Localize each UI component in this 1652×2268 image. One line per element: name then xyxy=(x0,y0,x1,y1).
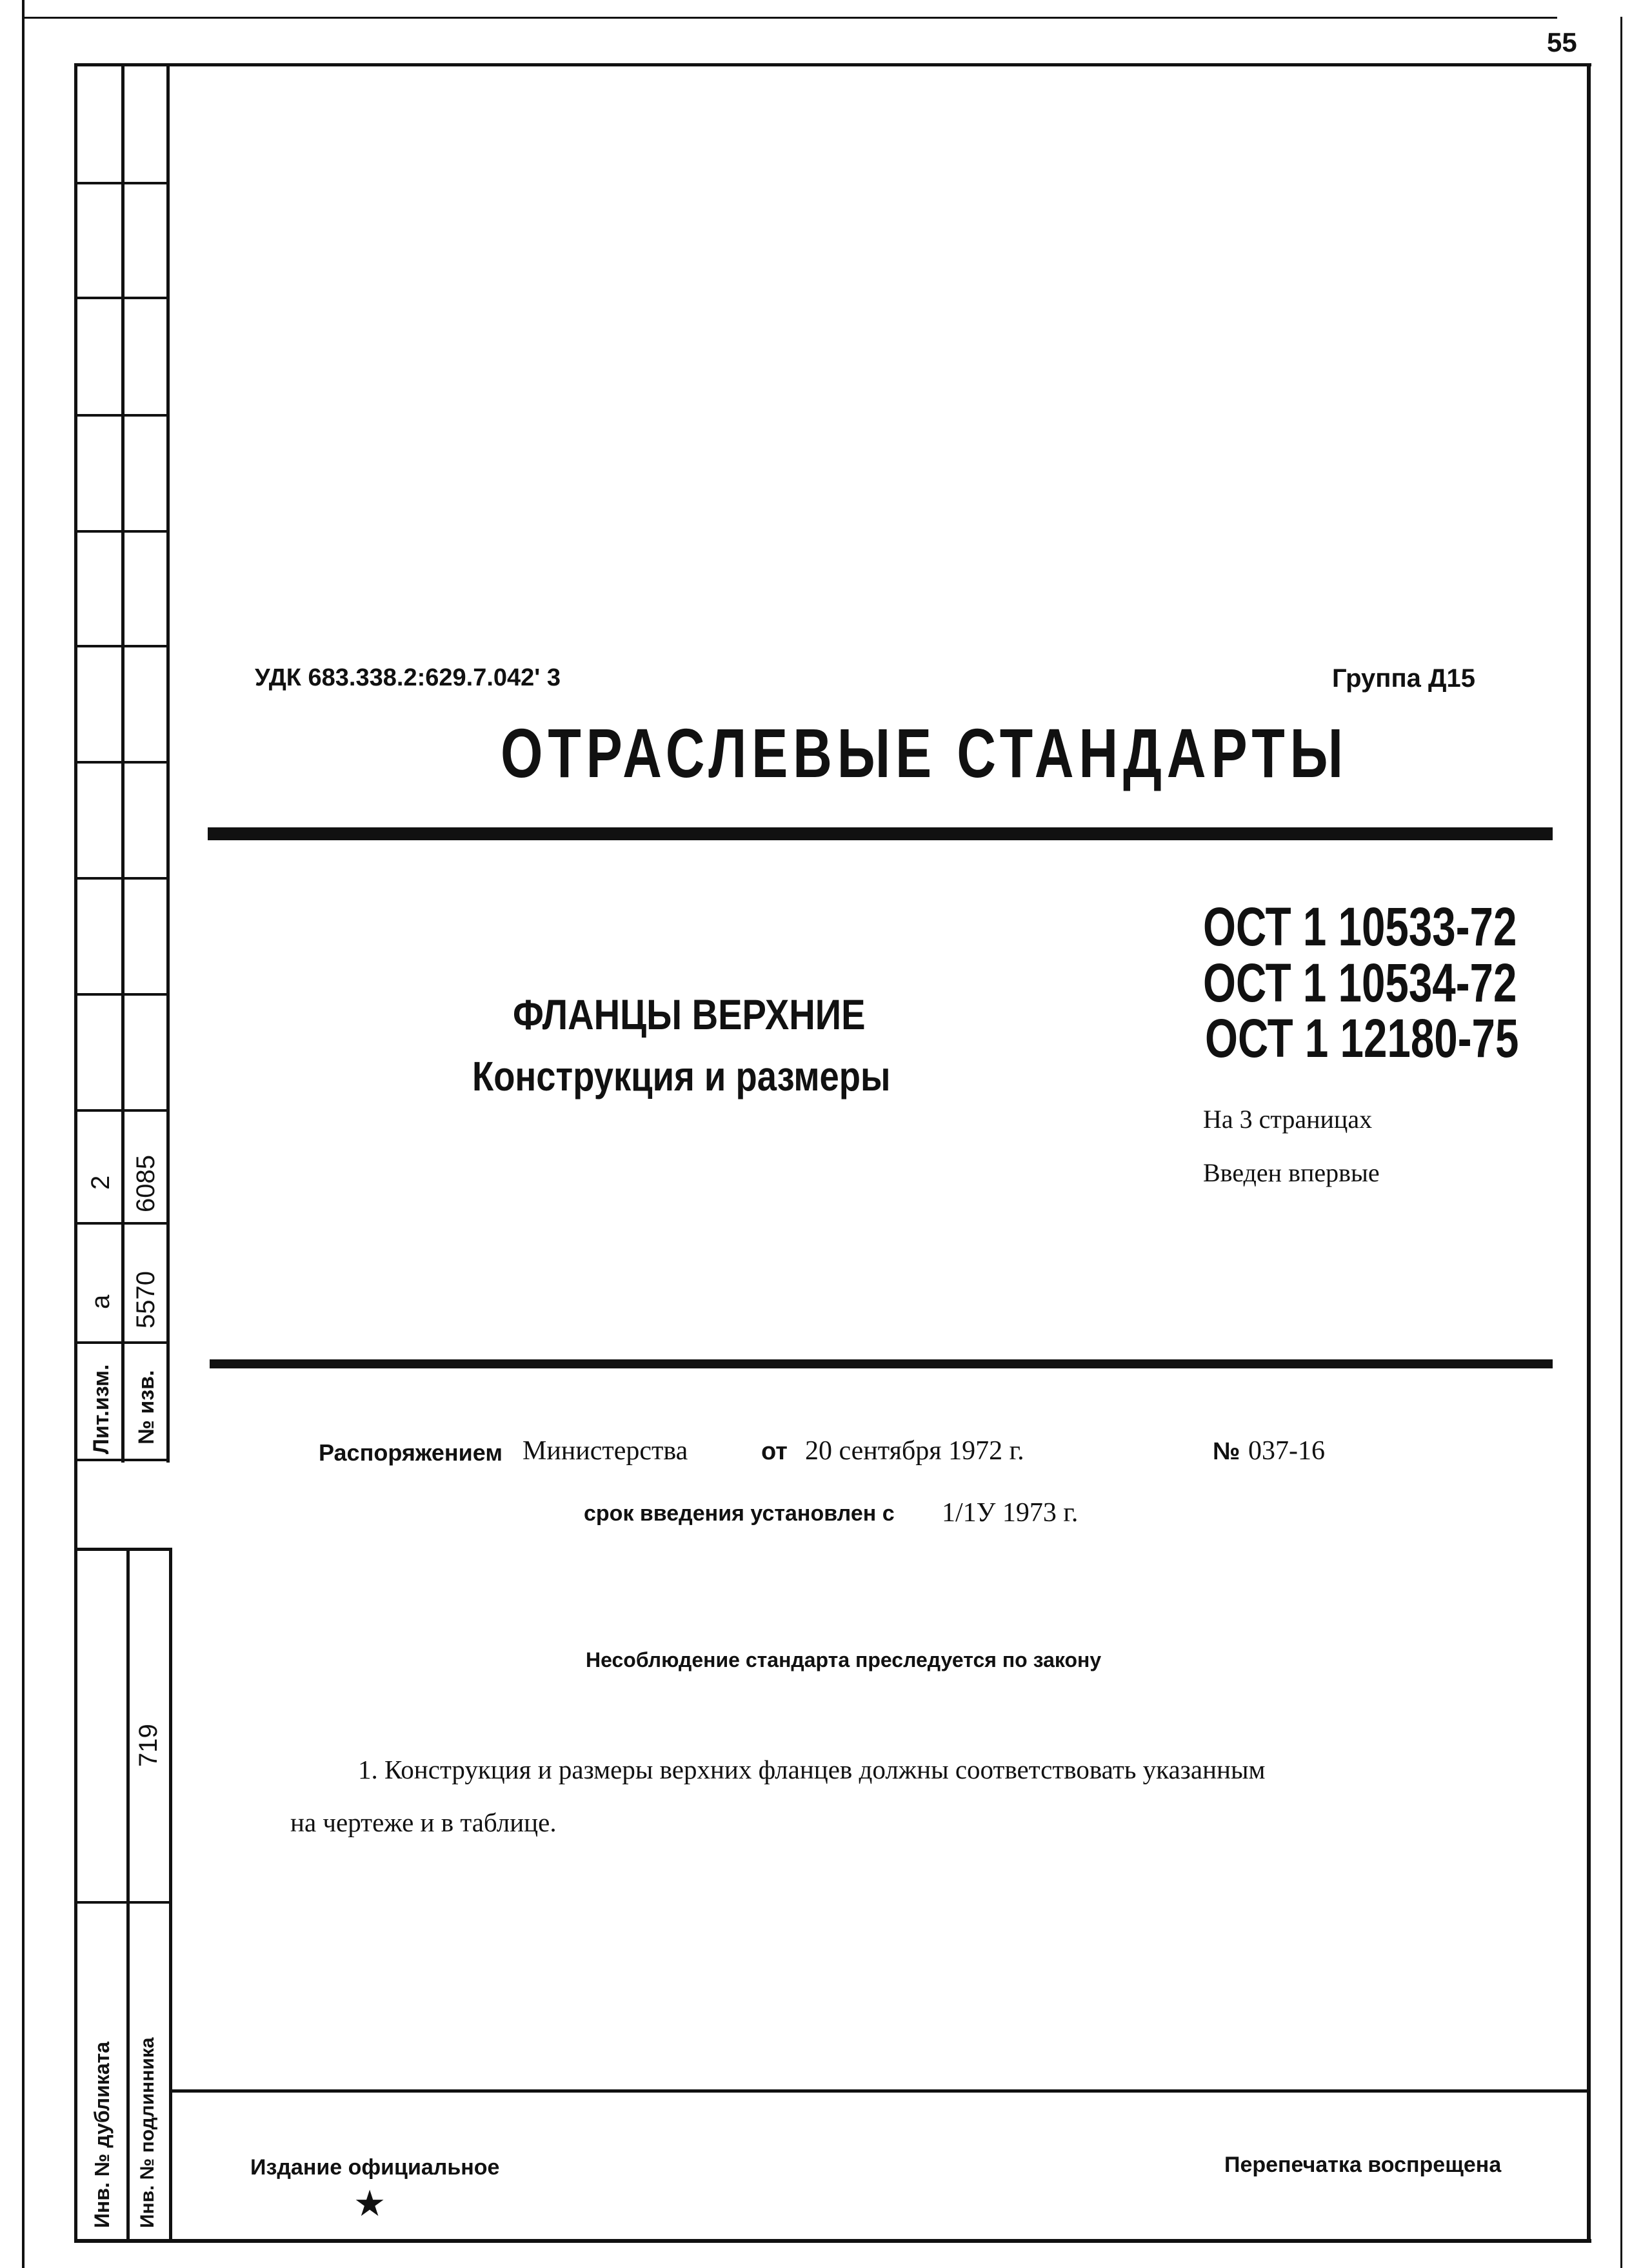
doc-subtitle: Конструкция и размеры xyxy=(472,1053,891,1099)
binding-top-line xyxy=(22,17,1557,19)
footer-rule xyxy=(169,2089,1589,2093)
order-label: Распоряжением xyxy=(319,1439,503,1466)
order-from: от xyxy=(761,1438,788,1465)
paragraph-1-line-2: на чертеже и в таблице. xyxy=(290,1808,557,1837)
lower-stamp-col1 xyxy=(126,1548,130,2241)
introduced-note: Введен впервые xyxy=(1203,1158,1380,1187)
binding-right-edge xyxy=(1620,17,1622,2268)
standard-ost-1: ОСТ 1 10533-72 xyxy=(1203,896,1517,957)
order-ministry: Министерства xyxy=(522,1436,688,1466)
stamp-inv-number: 719 xyxy=(134,1724,163,1767)
stamp-lit-value-a: а xyxy=(86,1294,115,1309)
order-date: 20 сентября 1972 г. xyxy=(805,1436,1024,1466)
stamp-lit-value-2: 2 xyxy=(86,1175,115,1190)
title-rule-thick xyxy=(208,827,1553,840)
stamp-inv-dup-label: Инв. № дубликата xyxy=(90,2041,114,2228)
term-date: 1/1У 1973 г. xyxy=(942,1498,1079,1528)
lower-stamp-col2 xyxy=(169,1548,172,2241)
footer-reprint-prohibited: Перепечатка воспрещена xyxy=(1224,2153,1502,2177)
stamp-inv-orig-label: Инв. № подлинника xyxy=(137,2037,158,2228)
order-number-label: № xyxy=(1213,1438,1240,1465)
frame-left-outer-line xyxy=(74,63,77,2242)
udk-code: УДК 683.338.2:629.7.042' 3 xyxy=(255,664,561,691)
star-icon: ★ xyxy=(353,2183,386,2225)
paragraph-1-line-1: 1. Конструкция и размеры верхних фланцев должны соответствовать указанным xyxy=(358,1755,1266,1784)
pages-info: На 3 страницах xyxy=(1203,1105,1373,1134)
frame-bottom-line xyxy=(74,2239,1591,2243)
block-rule-thick xyxy=(210,1359,1553,1368)
stamp-izv-value-6085: 6085 xyxy=(132,1155,160,1212)
frame-top-line xyxy=(74,63,1591,66)
lower-stamp-mid xyxy=(74,1901,172,1904)
stamp-izv-value-5570: 5570 xyxy=(132,1271,160,1328)
footer-official-edition: Издание официальное xyxy=(250,2155,500,2180)
main-title: ОТРАСЛЕВЫЕ СТАНДАРТЫ xyxy=(501,714,1348,792)
frame-right-line xyxy=(1587,63,1591,2243)
stamp-izv-label: № изв. xyxy=(134,1370,159,1445)
term-label: срок введения установлен с xyxy=(584,1501,895,1526)
group-code: Группа Д15 xyxy=(1332,664,1475,693)
order-number: 037-16 xyxy=(1248,1436,1325,1466)
page-number: 55 xyxy=(1547,27,1577,57)
lower-stamp-top xyxy=(74,1548,172,1551)
stamp-lit-label: Лит.изм. xyxy=(89,1364,114,1454)
doc-title: ФЛАНЦЫ ВЕРХНИЕ xyxy=(513,991,866,1038)
standard-ost-2: ОСТ 1 10534-72 xyxy=(1203,952,1517,1013)
standard-ost-3: ОСТ 1 12180-75 xyxy=(1205,1008,1519,1069)
legal-warning: Несоблюдение стандарта преследуется по закону xyxy=(586,1648,1102,1671)
binding-edge-line xyxy=(22,0,25,2268)
